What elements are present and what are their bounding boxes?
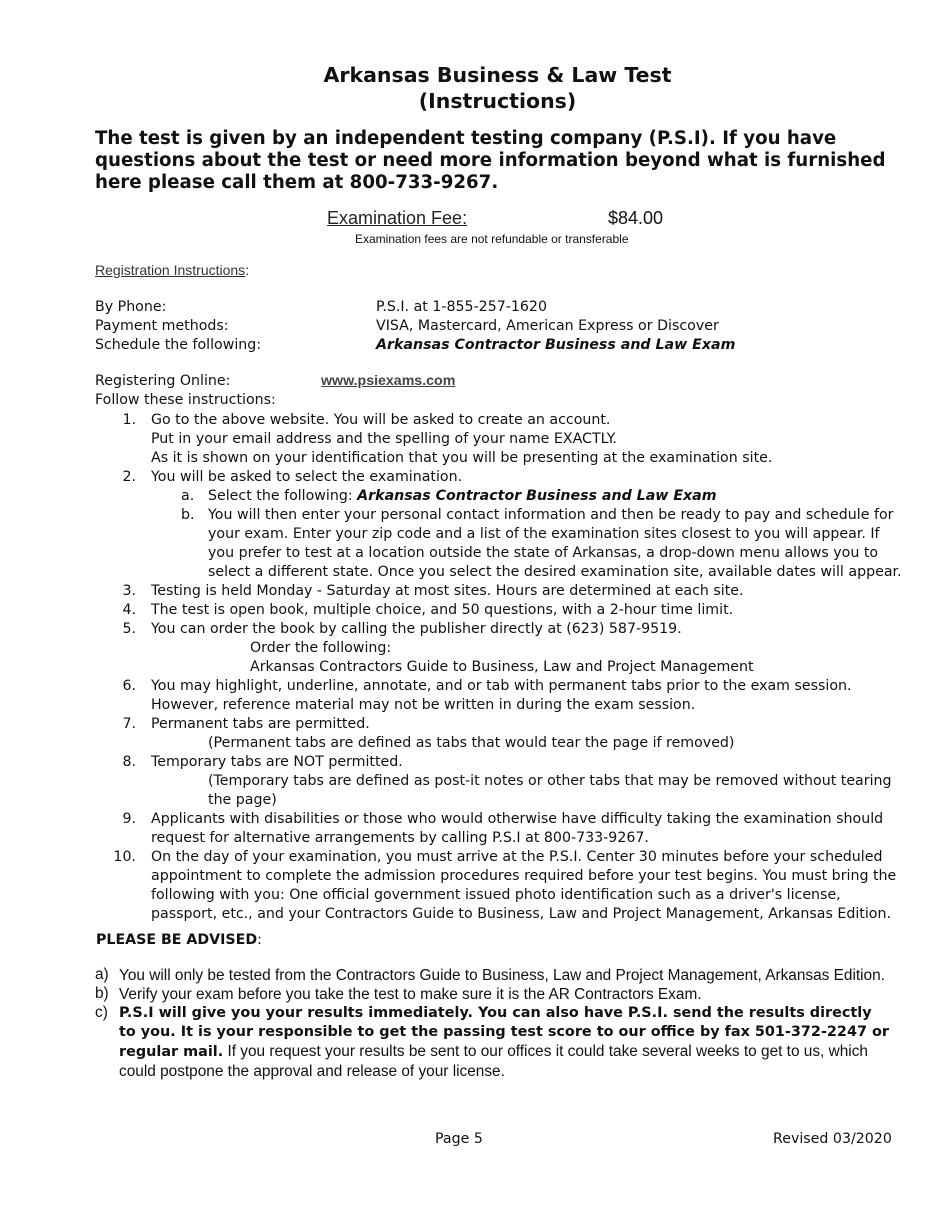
step-2a-exam-name: Arkansas Contractor Business and Law Exam [357,488,717,504]
step-2b-text: You will then enter your personal contact information and then be ready to pay and schedule for your exam. Enter your zip code and a list of the examination sites closest to you will appear. If you prefer to test at a location outside the state of Arkansas, a drop-down menu allows you to select a different state. Once you select the desired examination site, available dates will appear. [208,507,902,580]
step-2a-text [208,487,717,506]
step-number: 9. [122,811,136,827]
follow-instructions: Follow these instructions: [95,392,276,408]
page-title: Arkansas Business & Law Test [323,63,672,87]
step-number: 2. [122,469,136,485]
step-5-sub-2: Arkansas Contractors Guide to Business, Law and Project Management [250,659,754,675]
step-1-line-2: Put in your email address and the spelling of your name EXACTLY. [151,431,617,447]
step-2-line-1: You will be asked to select the examination. [151,469,463,485]
advised-a-text: You will only be tested from the Contractors Guide to Business, Law and Project Management, Arkansas Edition. [119,967,885,984]
page-number: Page 5 [435,1131,483,1147]
step-number: 1. [122,412,136,428]
step-6-line-1: You may highlight, underline, annotate, and or tab with permanent tabs prior to the exam session. [151,678,852,694]
fee-row [327,208,664,229]
step-2a-label: a. [181,488,195,504]
step-4-text: The test is open book, multiple choice, and 50 questions, with a 2-hour time limit. [151,602,734,618]
advised-b-text: Verify your exam before you take the test to make sure it is the AR Contractors Exam. [119,986,702,1003]
advised-heading [96,932,262,948]
step-number: 3. [122,583,136,599]
phone-value: P.S.I. at 1-855-257-1620 [376,299,547,315]
payment-label: Payment methods: [95,318,229,334]
step-1-line-3: As it is shown on your identification that you will be presenting at the examination site. [151,450,773,466]
step-3-text: Testing is held Monday - Saturday at most sites. Hours are determined at each site. [151,583,744,599]
advised-heading-colon: : [257,932,262,948]
step-2b-label: b. [181,507,195,523]
step-7-sub: (Permanent tabs are defined as tabs that would tear the page if removed) [208,735,735,751]
payment-value: VISA, Mastercard, American Express or Discover [376,318,719,334]
step-number: 10. [113,849,136,865]
registration-heading-text: Registration Instructions [95,262,246,278]
step-number: 8. [122,754,136,770]
step-number: 7. [122,716,136,732]
step-5-sub-1: Order the following: [250,640,392,656]
step-number: 4. [122,602,136,618]
step-6-line-2: However, reference material may not be written in during the exam session. [151,697,696,713]
fee-note: Examination fees are not refundable or transferable [355,232,629,246]
step-2a-plain: Select the following: [208,488,358,504]
intro-paragraph: The test is given by an independent testing company (P.S.I). If you have questions about the test or need more information beyond what is furnished here please call them at 800-733-9267. [95,128,886,193]
registration-heading [95,262,249,278]
schedule-value: Arkansas Contractor Business and Law Exam [376,337,736,353]
advised-c-text [119,1004,889,1082]
step-10-text: On the day of your examination, you must arrive at the P.S.I. Center 30 minutes before your scheduled appointment to complete the admission procedures required before your test begins. You must bring the following with you: One official government issued photo identification such as a driver's license, passport, etc., and your Contractors Guide to Business, Law and Project Management, Arkansas Edition. [151,849,897,922]
psiexams-link[interactable]: www.psiexams.com [321,373,456,389]
revision-date: Revised 03/2020 [773,1131,892,1147]
advised-c-bold: P.S.I will give you your results immediately. You can also have P.S.I. send the results directly to you. It is your responsible to get the passing test score to our office by fax 501-372-2247 or regular mail. [119,1005,889,1060]
registration-heading-colon: : [245,262,250,278]
advised-b-label: b) [95,985,109,1002]
schedule-label: Schedule the following: [95,337,262,353]
online-label: Registering Online: [95,373,231,389]
step-7-text: Permanent tabs are permitted. [151,716,370,732]
fee-label: Examination Fee: [327,208,468,228]
fee-amount: $84.00 [608,208,664,228]
step-1-line-1: Go to the above website. You will be asked to create an account. [151,412,611,428]
step-9-text: Applicants with disabilities or those who would otherwise have difficulty taking the examination should request for alternative arrangements by calling P.S.I at 800-733-9267. [151,811,884,846]
advised-a-label: a) [95,966,109,983]
online-row [95,373,456,389]
page-subtitle: (Instructions) [418,89,577,113]
step-number: 5. [122,621,136,637]
advised-c-label: c) [95,1004,108,1021]
step-5-text: You can order the book by calling the publisher directly at (623) 587-9519. [151,621,682,637]
step-8-text: Temporary tabs are NOT permitted. [151,754,403,770]
phone-label: By Phone: [95,299,167,315]
step-number: 6. [122,678,136,694]
step-8-sub: (Temporary tabs are defined as post-it notes or other tabs that may be removed without tearing the page) [208,773,892,808]
advised-c-rest: If you request your results be sent to our offices it could take several weeks to get to us, which could postpone the approval and release of your license. [119,1043,868,1080]
advised-heading-text: PLEASE BE ADVISED [96,932,258,948]
